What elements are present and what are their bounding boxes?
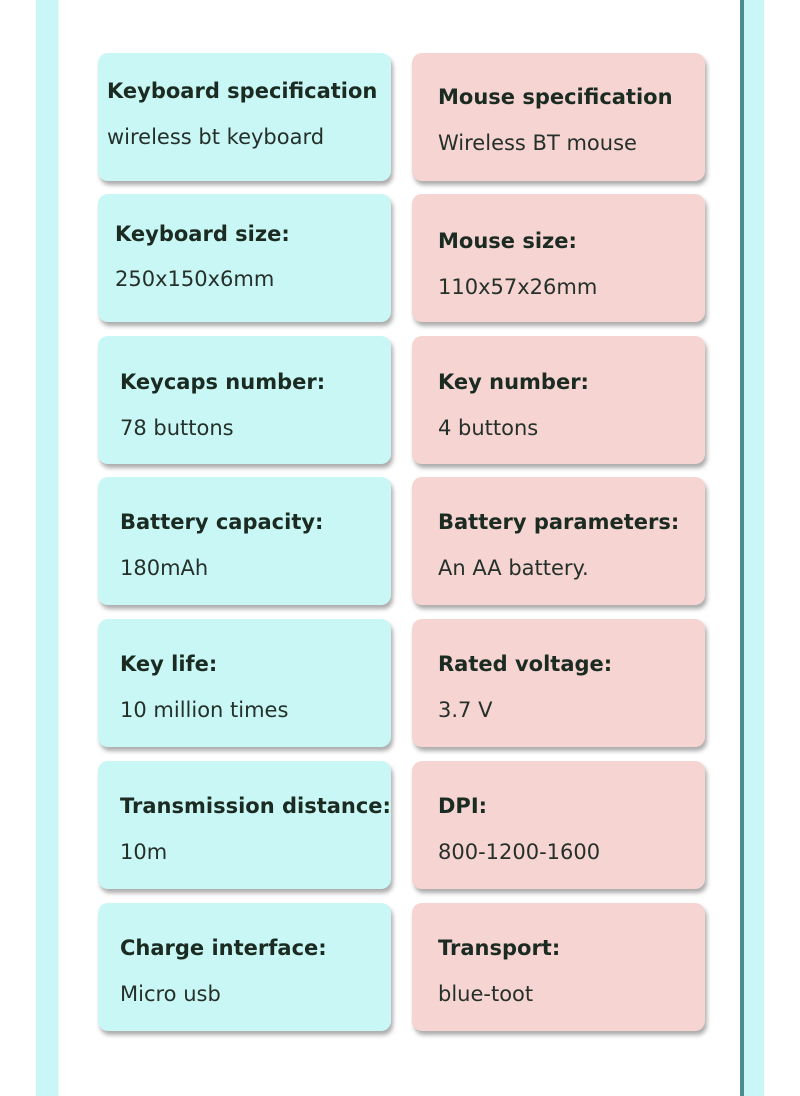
dpi-card <box>412 761 705 889</box>
spec-value: 250x150x6mm <box>115 267 275 291</box>
spec-label: Battery capacity: <box>120 510 324 534</box>
spec-label: Mouse specification <box>438 85 673 109</box>
spec-label: DPI: <box>438 794 488 818</box>
transmission-distance-card <box>98 761 391 889</box>
spec-value: 180mAh <box>120 556 209 580</box>
key-life-card <box>98 619 391 747</box>
spec-label: Keyboard specification <box>107 79 378 103</box>
spec-value: 10 million times <box>120 698 289 722</box>
spec-value: blue-toot <box>438 982 534 1006</box>
charge-interface-card <box>98 903 391 1031</box>
spec-label: Keyboard size: <box>115 222 290 246</box>
battery-capacity-card <box>98 477 391 605</box>
spec-label: Transport: <box>438 936 561 960</box>
key-number-card <box>412 336 705 464</box>
spec-value: 800-1200-1600 <box>438 840 601 864</box>
spec-value: Micro usb <box>120 982 221 1006</box>
spec-value: 10m <box>120 840 168 864</box>
mouse-spec-card <box>412 53 705 181</box>
spec-label: Charge interface: <box>120 936 327 960</box>
spec-value: Wireless BT mouse <box>438 131 637 155</box>
spec-label: Keycaps number: <box>120 370 326 394</box>
keyboard-spec-card <box>98 53 391 181</box>
spec-label: Transmission distance: <box>120 794 391 818</box>
spec-value: wireless bt keyboard <box>107 125 325 149</box>
spec-label: Rated voltage: <box>438 652 613 676</box>
spec-label: Mouse size: <box>438 229 577 253</box>
keycaps-number-card <box>98 336 391 464</box>
keyboard-size-card <box>98 194 391 322</box>
spec-value: 78 buttons <box>120 416 234 440</box>
mouse-size-card <box>412 194 705 322</box>
spec-label: Key life: <box>120 652 218 676</box>
spec-label: Battery parameters: <box>438 510 680 534</box>
spec-label: Key number: <box>438 370 589 394</box>
spec-value: 3.7 V <box>438 698 493 722</box>
rated-voltage-card <box>412 619 705 747</box>
spec-value: 4 buttons <box>438 416 539 440</box>
battery-parameters-card <box>412 477 705 605</box>
spec-value: 110x57x26mm <box>438 275 598 299</box>
transport-card <box>412 903 705 1031</box>
spec-value: An AA battery. <box>438 556 589 580</box>
